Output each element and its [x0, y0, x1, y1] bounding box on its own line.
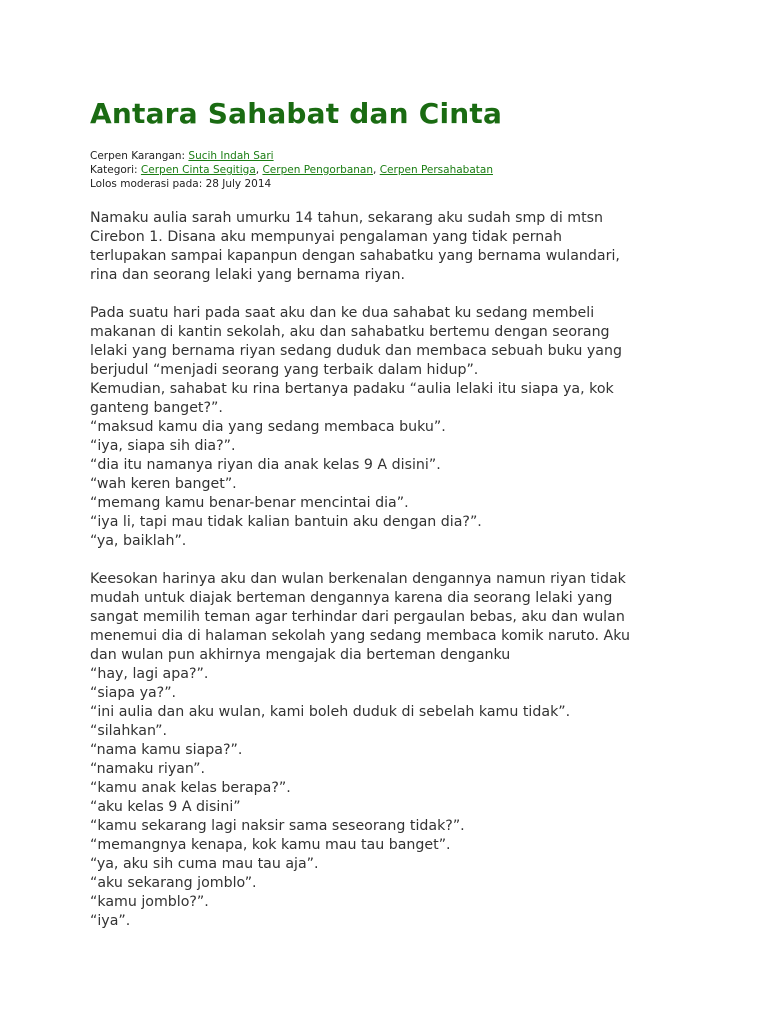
author-link[interactable]: Sucih Indah Sari — [188, 150, 274, 162]
story-line: “kamu jomblo?”. — [90, 894, 209, 910]
category-link-persahabatan[interactable]: Cerpen Persahabatan — [379, 164, 493, 176]
story-line: “iya, siapa sih dia?”. — [90, 438, 236, 454]
story-line: “siapa ya?”. — [90, 685, 177, 701]
story-line: sangat memilih teman agar terhindar dari pergaulan bebas, aku dan wulan — [90, 609, 625, 625]
article-meta — [90, 149, 690, 191]
story-line: Pada suatu hari pada saat aku dan ke dua sahabat ku sedang membeli — [90, 305, 595, 321]
story-line: dan wulan pun akhirnya mengajak dia berteman denganku — [90, 647, 511, 663]
story-paragraph — [90, 570, 690, 931]
story-paragraph — [90, 209, 690, 285]
story-line: Kemudian, sahabat ku rina bertanya padaku “aulia lelaki itu siapa ya, kok — [90, 381, 614, 397]
moderation-date: Lolos moderasi pada: 28 July 2014 — [90, 178, 272, 190]
story-line: terlupakan sampai kapanpun dengan sahabatku yang bernama wulandari, — [90, 248, 620, 264]
story-line: “ini aulia dan aku wulan, kami boleh duduk di sebelah kamu tidak”. — [90, 704, 571, 720]
story-line: “iya li, tapi mau tidak kalian bantuin aku dengan dia?”. — [90, 514, 482, 530]
story-line: “kamu anak kelas berapa?”. — [90, 780, 291, 796]
story-line: “silahkan”. — [90, 723, 168, 739]
story-line: Cirebon 1. Disana aku mempunyai pengalaman yang tidak pernah — [90, 229, 562, 245]
category-line — [90, 163, 690, 177]
story-line: makanan di kantin sekolah, aku dan sahabatku bertemu dengan seorang — [90, 324, 610, 340]
category-separator: , — [255, 164, 263, 176]
category-link-cinta-segitiga[interactable]: Cerpen Cinta Segitiga — [140, 164, 256, 176]
story-line: “hay, lagi apa?”. — [90, 666, 209, 682]
author-line — [90, 149, 690, 163]
story-line: mudah untuk diajak berteman dengannya karena dia seorang lelaki yang — [90, 590, 613, 606]
story-line: “maksud kamu dia yang sedang membaca buku”. — [90, 419, 446, 435]
category-separator: , — [373, 164, 380, 176]
story-line: Keesokan harinya aku dan wulan berkenalan dengannya namun riyan tidak — [90, 571, 626, 587]
story-line: Namaku aulia sarah umurku 14 tahun, sekarang aku sudah smp di mtsn — [90, 210, 604, 226]
article-title: Antara Sahabat dan Cinta — [90, 97, 503, 130]
category-link-pengorbanan[interactable]: Cerpen Pengorbanan — [262, 164, 374, 176]
author-label: Cerpen Karangan: — [90, 150, 186, 162]
story-line: “aku sekarang jomblo”. — [90, 875, 257, 891]
article — [90, 96, 690, 950]
category-label: Kategori: — [90, 164, 138, 176]
story-line: “dia itu namanya riyan dia anak kelas 9 A disini”. — [90, 457, 441, 473]
story-line: rina dan seorang lelaki yang bernama riyan. — [90, 267, 405, 283]
story-line: menemui dia di halaman sekolah yang sedang membaca komik naruto. Aku — [90, 628, 631, 644]
story-line: “iya”. — [90, 913, 131, 929]
story-line: “ya, baiklah”. — [90, 533, 187, 549]
story-line: “wah keren banget”. — [90, 476, 237, 492]
story-paragraph — [90, 304, 690, 551]
story-line: ganteng banget?”. — [90, 400, 223, 416]
story-line: lelaki yang bernama riyan sedang duduk dan membaca sebuah buku yang — [90, 343, 622, 359]
story-line: “namaku riyan”. — [90, 761, 205, 777]
story-line: “kamu sekarang lagi naksir sama seseorang tidak?”. — [90, 818, 465, 834]
story-content — [90, 209, 690, 931]
story-line: “aku kelas 9 A disini” — [90, 799, 241, 815]
story-line: “ya, aku sih cuma mau tau aja”. — [90, 856, 319, 872]
story-line: “nama kamu siapa?”. — [90, 742, 243, 758]
story-line: “memang kamu benar-benar mencintai dia”. — [90, 495, 409, 511]
story-line: “memangnya kenapa, kok kamu mau tau banget”. — [90, 837, 451, 853]
story-line: berjudul “menjadi seorang yang terbaik dalam hidup”. — [90, 362, 479, 378]
